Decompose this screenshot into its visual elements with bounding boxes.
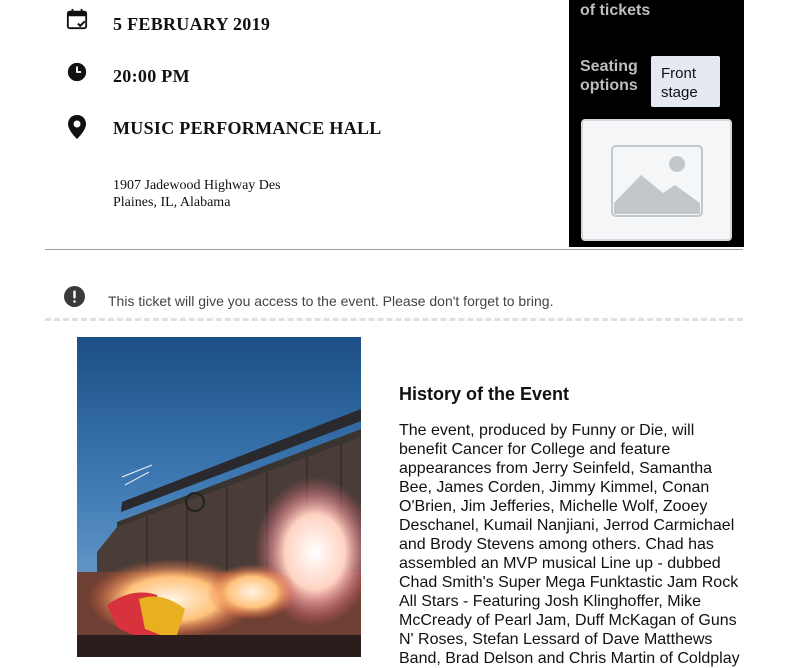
seating-option-front-stage[interactable]: Front stage [651, 56, 720, 107]
dashed-divider [45, 318, 743, 321]
event-date: 5 FEBRUARY 2019 [113, 14, 271, 34]
event-photo [77, 337, 361, 657]
ticket-notice: This ticket will give you access to the event. Please don't forget to bring. [108, 293, 554, 309]
event-details [0, 0, 560, 245]
section-divider [45, 249, 743, 250]
tickets-label: of tickets [580, 2, 651, 19]
history-body: The event, produced by Funny or Die, will benefit Cancer for College and feature appearances from Jerry Seinfeld, Samantha Bee, James Corden, Jimmy Kimmel, Conan O'Brien, Jim Jefferies, Michelle Wolf, Zooey Deschanel, Kumail Nanjiani, Jerrod Carmichael and Brody Stevens among others. Chad has assembled an MVP musical Line up - dubbed Chad Smith's Super Mega Funktastic Jam Rock All Stars - Featuring Josh Klinghoffer, Mike McCready of Pearl Jam, Duff McKagan of Guns N' Roses, Stefan Lessard of Dave Matthews Band, Brad Delson and Chris Martin of Coldplay [399, 422, 740, 667]
map-pin-icon [66, 114, 88, 140]
calendar-check-icon [66, 8, 88, 30]
image-placeholder-icon [611, 145, 703, 217]
event-venue: MUSIC PERFORMANCE HALL [113, 118, 382, 138]
seating-options-label: Seating options [580, 58, 638, 94]
history-title: History of the Event [399, 384, 570, 404]
event-time: 20:00 PM [113, 66, 190, 86]
clock-icon [66, 61, 88, 83]
image-placeholder [581, 119, 732, 241]
ticket-side-panel [569, 0, 744, 247]
exclamation-circle-icon [64, 286, 85, 307]
event-address: 1907 Jadewood Highway Des Plaines, IL, Alabama [113, 178, 281, 210]
